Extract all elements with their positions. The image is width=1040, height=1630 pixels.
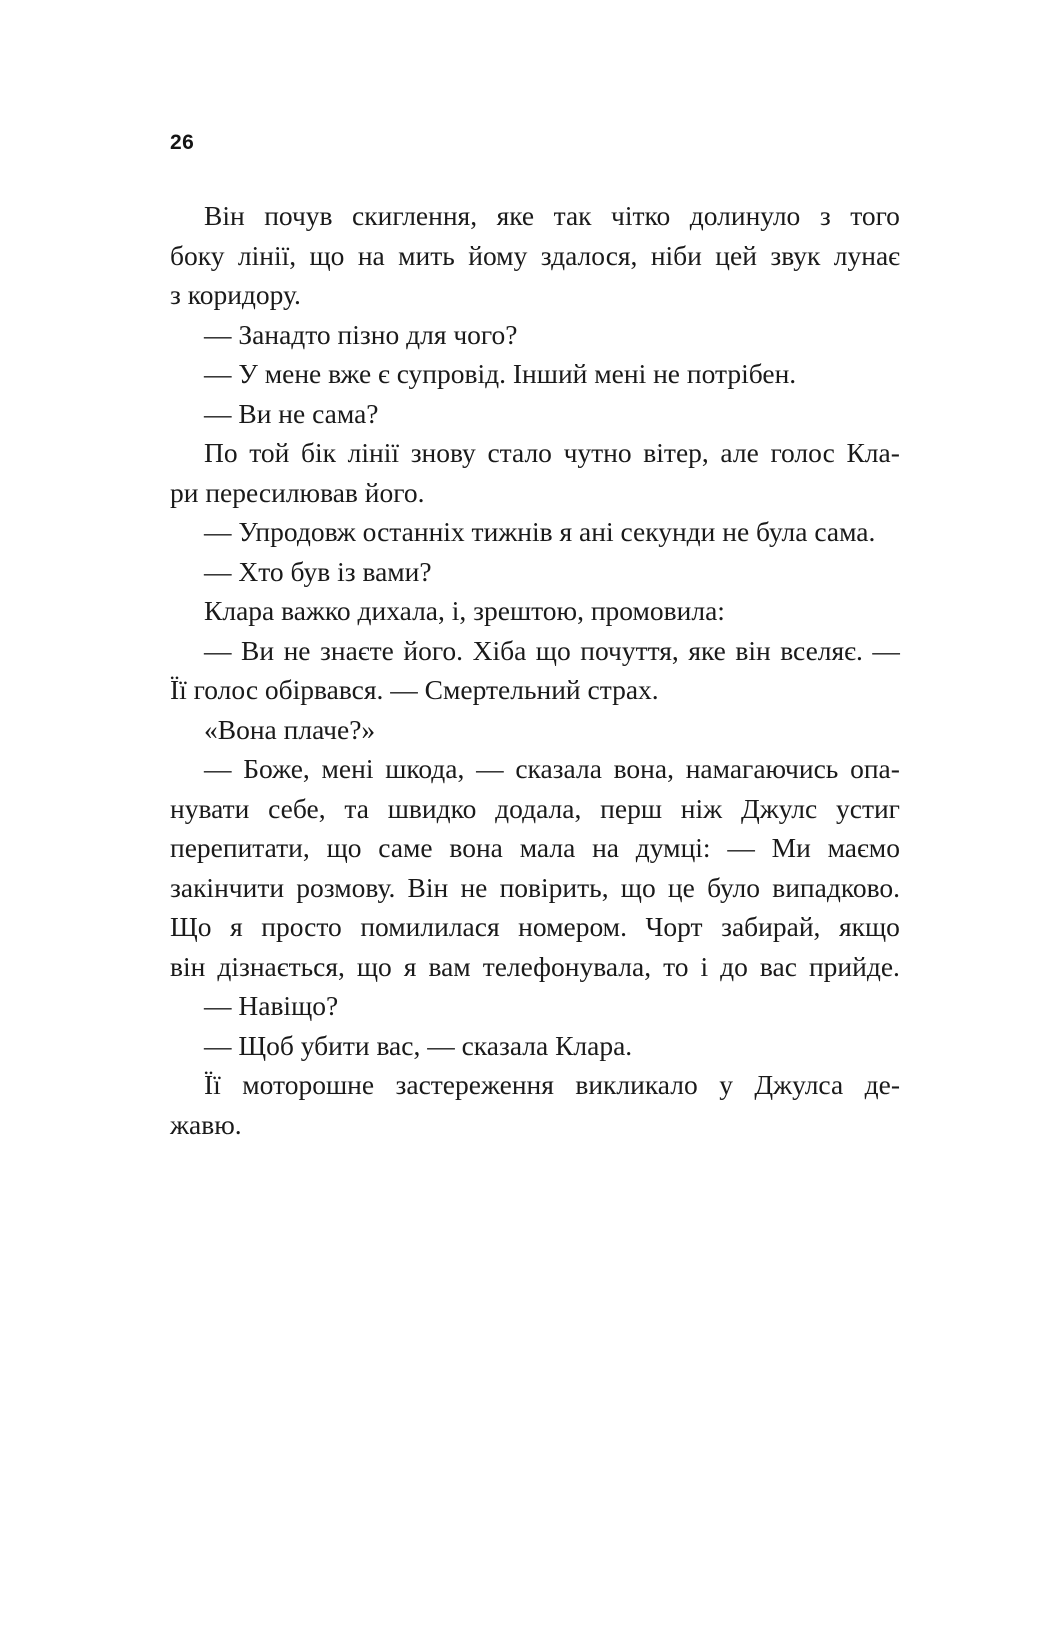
text-line [170, 512, 900, 552]
text-line [170, 315, 900, 355]
line-text: з коридору. [170, 279, 301, 310]
text-line [170, 1065, 900, 1105]
body-text-block [170, 196, 900, 1144]
line-text: жавю. [170, 1108, 242, 1140]
line-word: Ви [241, 634, 275, 666]
line-word: це [667, 871, 695, 903]
line-word: я [403, 950, 417, 982]
line-word: здалося, [540, 239, 638, 271]
line-word: але [720, 437, 759, 468]
line-word: викликало [575, 1069, 698, 1100]
line-word: ніби [650, 239, 702, 271]
line-word: він [170, 950, 206, 982]
line-text: — Упродовж останніх тижнів я ані секунди не була сама. [204, 516, 876, 547]
line-word: скиглення, [352, 200, 478, 231]
line-word: вона [449, 832, 503, 863]
line-text: Клара важко дихала, і, зрештою, промовила: [204, 595, 725, 626]
line-word: — [872, 634, 900, 666]
line-word: маємо [827, 832, 900, 863]
text-line [170, 591, 900, 631]
line-word: лінії, [237, 239, 297, 271]
line-word: що [356, 950, 392, 982]
line-word: Чорт [645, 911, 703, 942]
line-word: того [850, 200, 900, 231]
text-line [170, 907, 900, 947]
text-line [170, 749, 900, 789]
text-line [170, 354, 900, 394]
line-word: моторошне [242, 1069, 375, 1100]
line-text: — У мене вже є супровід. Інший мені не потрібен. [204, 358, 797, 389]
text-line [170, 1026, 900, 1066]
line-word: почуття, [580, 634, 679, 666]
line-word: перш [600, 792, 662, 824]
line-word: знову [410, 437, 476, 468]
text-line [170, 473, 900, 513]
line-word: забирай, [721, 911, 821, 942]
line-word: не [460, 871, 488, 903]
text-line [170, 710, 900, 750]
line-word: саме [378, 832, 433, 863]
text-line [170, 433, 900, 473]
line-word: помилилася [360, 911, 500, 942]
text-line [170, 552, 900, 592]
line-word: мить [398, 239, 455, 271]
line-word: йому [468, 239, 528, 271]
line-word: Він [204, 200, 245, 231]
line-word: Джулс [740, 792, 818, 824]
line-word: телефонувала, [482, 950, 652, 982]
line-word: вітер, [643, 437, 709, 468]
line-word: долинуло [689, 200, 801, 231]
page-number: 26 [170, 131, 195, 154]
line-word: По [204, 437, 238, 468]
line-word: я [230, 911, 243, 942]
line-word: закінчити [170, 871, 285, 903]
line-word: з [819, 200, 831, 231]
line-word: застереження [395, 1069, 554, 1100]
line-word: шкода, [385, 753, 465, 784]
line-word: чітко [611, 200, 671, 231]
line-word: просто [261, 911, 342, 942]
text-line [170, 196, 900, 236]
line-word: — [204, 753, 232, 784]
text-line [170, 789, 900, 829]
line-word: Що [170, 911, 212, 942]
line-word: себе, [268, 792, 326, 824]
line-word: було [707, 871, 761, 903]
line-word: що [535, 634, 571, 666]
line-word: бік [301, 437, 337, 468]
line-word: цей [715, 239, 757, 271]
line-word: лунає [833, 239, 900, 271]
line-text: — Хто був із вами? [204, 555, 432, 587]
line-word: дізнається, [217, 950, 345, 982]
text-line [170, 394, 900, 434]
line-text: «Вона плаче?» [204, 713, 376, 745]
line-word: додала, [495, 792, 582, 824]
line-word: намагаючись [685, 753, 839, 784]
line-word: так [553, 200, 592, 231]
line-word: прийде. [808, 950, 900, 982]
line-word: якщо [838, 911, 900, 942]
text-line [170, 236, 900, 276]
line-word: вас [759, 950, 797, 982]
line-word: мені [321, 753, 374, 784]
line-word: Хіба [472, 634, 527, 666]
line-word: — [727, 832, 755, 863]
line-word: номером. [518, 911, 627, 942]
text-line [170, 631, 900, 671]
line-word: — [204, 634, 232, 666]
line-word: опа- [850, 753, 900, 784]
line-word: то [663, 950, 689, 982]
text-line [170, 986, 900, 1026]
text-line [170, 868, 900, 908]
line-word: нувати [170, 792, 250, 824]
line-word: яке [688, 634, 726, 666]
text-line [170, 828, 900, 868]
line-text: — Щоб убити вас, — сказала Клара. [204, 1029, 633, 1061]
line-word: що [620, 871, 656, 903]
line-word: він [735, 634, 771, 666]
line-word: вам [428, 950, 471, 982]
line-word: на [592, 832, 619, 863]
line-word: ніж [680, 792, 723, 824]
line-word: чутно [563, 437, 632, 468]
line-text: — Навіщо? [204, 990, 339, 1021]
line-word: і [700, 950, 709, 982]
line-word: на [357, 239, 385, 271]
line-word: до [720, 950, 748, 982]
text-line [170, 275, 900, 315]
line-word: Кла- [846, 437, 900, 468]
line-word: боку [170, 239, 225, 271]
line-word: розмову. [296, 871, 396, 903]
line-word: його. [403, 634, 464, 666]
line-word: думці: [635, 832, 711, 863]
line-word: Її [204, 1069, 221, 1100]
line-word: вона, [613, 753, 674, 784]
line-word: знаєте [320, 634, 394, 666]
line-word: Джулса [754, 1069, 844, 1100]
line-word: та [344, 792, 369, 824]
line-word: почув [264, 200, 333, 231]
line-text: Її голос обірвався. — Смертельний страх. [170, 674, 659, 705]
line-word: яке [496, 200, 535, 231]
line-word: Ми [771, 832, 811, 863]
line-word: що [309, 239, 345, 271]
line-word: у [719, 1069, 733, 1100]
line-word: повірить, [499, 871, 609, 903]
line-word: звук [770, 239, 821, 271]
line-word: голос [770, 437, 835, 468]
line-text: — Занадто пізно для чого? [204, 318, 518, 350]
line-word: устиг [835, 792, 900, 824]
line-word: — [476, 753, 504, 784]
line-word: мала [519, 832, 576, 863]
line-word: стало [487, 437, 552, 468]
line-word: вселяє. [780, 634, 863, 666]
line-word: не [283, 634, 311, 666]
line-word: швидко [387, 792, 477, 824]
line-word: випадково. [772, 871, 900, 903]
line-word: перепитати, [170, 832, 310, 863]
line-text: ри пересилював його. [170, 476, 425, 508]
line-word: що [326, 832, 362, 863]
line-word: Боже, [243, 753, 310, 784]
text-line [170, 670, 900, 710]
text-line [170, 1105, 900, 1145]
line-word: сказала [515, 753, 602, 784]
line-word: Він [407, 871, 449, 903]
line-word: лінії [347, 437, 400, 468]
line-word: де- [864, 1069, 900, 1100]
line-text: — Ви не сама? [204, 397, 379, 429]
line-word: той [249, 437, 290, 468]
text-line [170, 947, 900, 987]
